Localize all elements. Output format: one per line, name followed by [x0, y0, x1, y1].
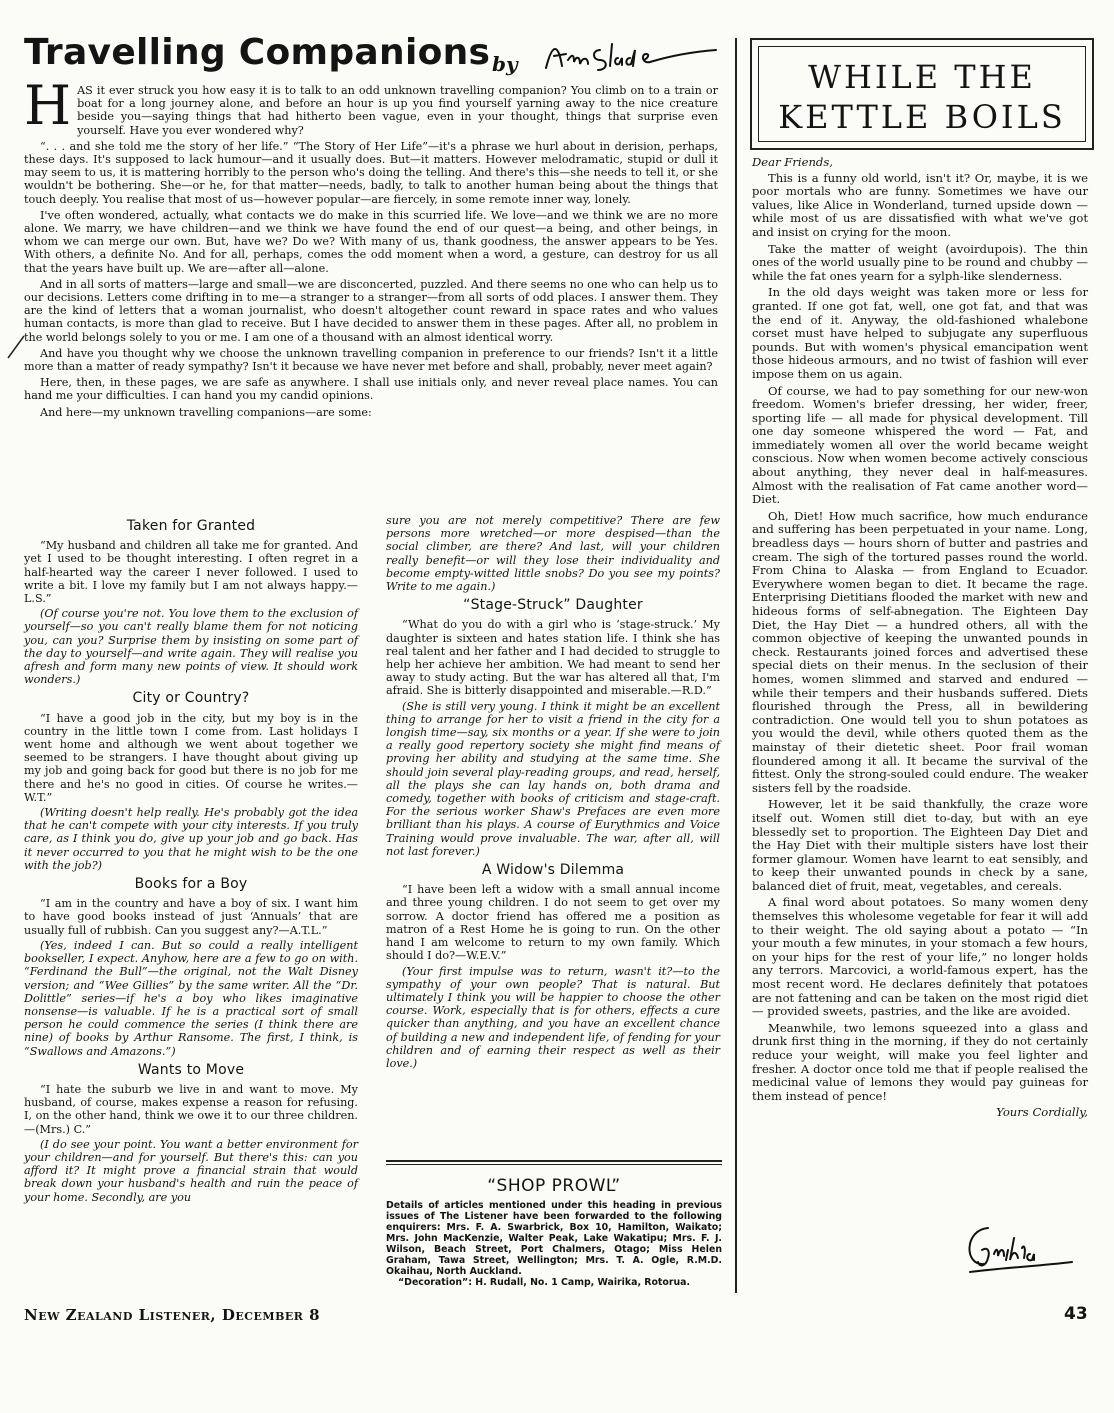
kettle-paragraph: Oh, Diet! How much sacrifice, how much endurance and suffering has been perpetuated in your name. Long, breadless days — hours shorn of butter and pastries and cream. The sigh of the tortured passes round the world. From China to Alaska — from England to Ecuador. Everywhere women began to diet. It became the rage. Enterprising Dietitians flooded the market with new and hideous forms of self-abnegation. The Eighteen Day Diet, the Hay Diet — a hundred others, all with the common objective of keeping the unwanted pounds in check. Restaurants joined forces and advertised these special diets on their menus. In the seclusion of their homes, women slimmed and starved and endured — while their tempers and their husbands suffered. Diets flourished through the Press, all in bewildering contradiction. One would tell you to shun potatoes as you would the devil, while others quoted them as the mainstay of their dietetic sheet. Poor frail woman floundered among it all. It became the survival of the fittest. Only the strong-souled could endure. The weaker sisters fell by the roadside. — [752, 508, 1088, 795]
letter-text: “I am in the country and have a boy of six. I want him to have good books instead of just ‘Annuals’ that are usually full of rubbish. Can you suggest any?—A.T.L.” — [24, 897, 358, 937]
intro-paragraph-4: And in all sorts of matters—large and small—we are disconcerted, puzzled. And there seems no one who can help us to our decisions. Letters come drifting in to me—a stranger to a stranger—from all sorts of odd places. I answer them. They are the kind of letters that a woman journalist, who doesn't altogether count reward in space rates and who values human contacts, is more than glad to receive. But I have decided to answer them in these pages. After all, no problem in the world belongs solely to you or me. I am one of a thousand with an almost identical worry. — [24, 277, 718, 344]
letter-reply: (Of course you're not. You love them to the exclusion of yourself—so you can't really blame them for not noticing you, can you? Surprise them by insisting on some part of the day to yourself—and write again. They will realise you afresh and form many new points of view. It should work wonders.) — [24, 607, 358, 687]
kettle-salutation: Dear Friends, — [752, 155, 833, 169]
cynthia-signature-scribble — [960, 1220, 1080, 1280]
letter-heading: City or Country? — [132, 690, 250, 707]
letter-text: “I hate the suburb we live in and want to move. My husband, of course, makes expense a reason for refusing. I, on the other hand, think we owe it to our three children.—(Mrs.) C.” — [24, 1082, 358, 1136]
kettle-title-box — [750, 38, 1094, 150]
column-divider — [735, 38, 737, 1293]
kettle-title-inner — [758, 46, 1086, 142]
intro-paragraph-7: And here—my unknown travelling companions—are some: — [40, 405, 372, 419]
shop-prowl-title: “SHOP PROWL” — [487, 1176, 621, 1196]
kettle-paragraph: Of course, we had to pay something for our new-won freedom. Women's briefer dressing, her wider, freer, sporting life — all made for physical development. Till one day someone whispered the word — Fat, and immediately women all over the world became weight conscious. Now when women become actively conscious about anything, they never deal in half-measures. Almost with the realisation of Fat came another word—Diet. — [752, 383, 1088, 507]
letter-reply: (Yes, indeed I can. But so could a really intelligent bookseller, I expect. Anyhow, here are a few to go on with. “Ferdinand the Bull”—the original, not the Walt Disney version; and “Wee Gillies” by the same writer. All the “Dr. Dolittle” series—if he's a boy who likes imaginative nonsense—is valuable. If he is a practical sort of small person he could commence the series (I think there are nine) of books by Arthur Ransome. The first, I think, is “Swallows and Amazons.”) — [24, 938, 358, 1058]
kettle-title-line-1: WHILE THE — [808, 58, 1036, 96]
intro-paragraph-1: HAS it ever struck you how easy it is to talk to an odd unknown travelling companion? You climb on to a train or boat for a long journey alone, and before an hour is up you find yourself yarning away to the nice creature beside you—saying things that had hitherto been vague, even in your thought, things that surprise even yourself. Have you ever wondered why? — [24, 74, 718, 137]
letter-text: “What do you do with a girl who is ‘stage-struck.’ My daughter is sixteen and hates station life. I think she has real talent and her father and I had decided to struggle to help her achieve her ambition. We had meant to send her away to study acting. But the war has altered all that, I'm afraid. She is bitterly disappointed and miserable.—R.D.” — [386, 618, 720, 698]
letters-column-left — [24, 514, 358, 1206]
letter-heading: Taken for Granted — [126, 518, 256, 534]
shop-prowl-rule-thin — [386, 1164, 722, 1165]
letter-text: “I have been left a widow with a small annual income and three young children. I do not seem to get over my sorrow. A doctor friend has offered me a position as matron of a Rest Home he is going to run. On the other hand I am welcome to return to my own family. Which should I do?—W.E.V.” — [386, 883, 720, 963]
kettle-paragraph: This is a funny old world, isn't it? Or, maybe, it is we poor mortals who are funny. Sometimes we have our values, like Alice in Wonderland, turned upside down — while most of us are dissatisfied with what we've got and insist on crying for the moon. — [752, 170, 1088, 239]
footer-publication: New Zealand Listener, December 8 — [24, 1306, 321, 1324]
intro-paragraph-3: I've often wondered, actually, what contacts we do make in this scurried life. We love—and we think we are no more alone. We marry, we have children—and we think we have found the end of our quest—a being, and other beings, in whom we can merge our own. But, have we? Do we? With many of us, thank goodness, the answer appears to be Yes. With others, a definite No. And for all, perhaps, comes the odd moment when a word, a gesture, can destroy for us all that the years have built up. We are—after all—alone. — [24, 208, 718, 275]
letter-reply-continued: sure you are not merely competitive? There are few persons more wretched—or more despised—than the social climber, are there? And last, will your children really benefit—or will they lose their individuality and become empty-witted little snobs? Do you see my points? Write to me again.) — [386, 514, 720, 594]
article-title: Travelling Companions — [24, 32, 491, 73]
byline: by — [492, 52, 518, 76]
letter-reply: (She is still very young. I think it might be an excellent thing to arrange for her to visit a friend in the city for a longish time—say, six months or a year. If she were to join a really good repertory society she might find means of proving her ability and studying at the same time. She should join several play-reading groups, and read, herself, all the plays she can lay hands on, both drama and comedy, together with books of criticism and stage-craft. For the serious worker Shaw's Prefaces are even more brilliant than his plays. A course of Eurythmics and Voice Training would prove invaluable. The war, after all, will not last forever.) — [386, 699, 720, 858]
kettle-column — [752, 156, 1088, 1123]
letter-heading: Wants to Move — [137, 1061, 245, 1078]
letter-text: “I have a good job in the city, but my boy is in the country in the little town I come from. Last holidays I went home and although we went about together we seemed to be strangers. I have thought about giving up my job and going back for good but there is no job for me there and he's no good in cities. Of course he writes.—W.T.” — [24, 711, 358, 804]
footer-page-number: 43 — [1064, 1304, 1088, 1324]
shop-prowl-decoration: “Decoration”: H. Rudall, No. 1 Camp, Wairika, Rotorua. — [398, 1277, 691, 1288]
kettle-paragraph: In the old days weight was taken more or less for granted. If one got fat, well, one got fat, and that was the end of it. Anyway, the old-fashioned whalebone corset must have helped to subjugate any superfluous pounds. But with women's physical emancipation went those hideous armours, and no twist of fashion will ever impose them on us again. — [752, 285, 1088, 381]
shop-prowl-details: Details of articles mentioned under this heading in previous issues of The Listener have been forwarded to the following enquirers: Mrs. F. A. Swarbrick, Box 10, Hamilton, Waikato; Mrs. John MacKenzie, Walter Peak, Lake Wakatipu; Mrs. F. J. Wilson, Beach Street, Port Chalmers, Otago; Miss Helen Graham, Tawa Street, Wellington; Mrs. T. A. Ogle, R.M.D. Okaihau, North Auckland. — [386, 1200, 722, 1277]
author-signature-scribble — [540, 36, 720, 76]
letter-heading: “Stage-Struck” Daughter — [463, 597, 643, 614]
author-signature — [540, 36, 720, 80]
drop-cap: H — [24, 74, 72, 137]
letter-reply: (Writing doesn't help really. He's probably got the idea that he can't compete with your city interests. If you truly care, as I think you do, give up your job and go back. Has it never occurred to you that he might wish to be the one with the job?) — [24, 806, 358, 872]
kettle-paragraph: Meanwhile, two lemons squeezed into a glass and drunk first thing in the morning, if they do not certainly reduce your weight, will make you feel lighter and fresher. A doctor once told me that if people realised the medicinal value of lemons they would pay guineas for them instead of pence! — [752, 1020, 1088, 1103]
intro-paragraph-2: “. . . and she told me the story of her life.” “The Story of Her Life”—it's a phrase we hurl about in derision, perhaps, these days. It's supposed to lack humour—and it usually does. But—it matters. However melodramatic, stupid or dull it may seem to us, it is mattering horribly to the person who's doing the telling. And there's this—she needs to tell it, or she wouldn't be bothering. She—or he, for that matter—needs, badly, to talk to another human being about the things that touch deeply. You realise that most of us—however popular—are fiercely, in some remote inner way, lonely. — [24, 139, 718, 206]
kettle-paragraph: However, let it be said thankfully, the craze wore itself out. Women still diet to-day, but with an eye blessedly set to proportion. The Eighteen Day Diet and the Hay Diet with their multiple sisters have lost their former glamour. Women have learnt to eat sensibly, and to keep their unwanted pounds in check by a sane, balanced diet of fruit, meat, vegetables, and cereals. — [752, 797, 1088, 893]
letter-reply: (Your first impulse was to return, wasn't it?—to the sympathy of your own people? That is natural. But ultimately I think you will be happier to choose the other course. Work, especially that is for others, effects a cure quicker than anything, and you have an excellent chance of building a new and independent life, of fending for your children and of earning their respect as well as their love.) — [386, 964, 720, 1070]
intro-paragraph-6: Here, then, in these pages, we are safe as anywhere. I shall use initials only, and never reveal place names. You can hand me your difficulties. I can hand you my candid opinions. — [24, 376, 718, 403]
shop-prowl-box — [386, 1176, 722, 1289]
article-intro — [24, 74, 718, 422]
letter-reply: (I do see your point. You want a better environment for your children—and for yourself. But there's this: can you afford it? It might prove a financial strain that would break down your husband's health and ruin the peace of your home. Secondly, are you — [24, 1137, 358, 1204]
letter-text: “My husband and children all take me for granted. And yet I used to be thought interesting. I often regret in a half-hearted way the career I never followed. I used to write a bit. I love my family but I am not always happy.—L.S.” — [24, 539, 358, 606]
letters-column-middle — [386, 514, 720, 1072]
margin-tick-mark — [6, 332, 26, 362]
cynthia-signature — [960, 1220, 1080, 1284]
kettle-sign-off: Yours Cordially, — [996, 1105, 1088, 1120]
kettle-paragraph: Take the matter of weight (avoirdupois). The thin ones of the world usually pine to be round and chubby — while the fat ones yearn for a sylph-like slenderness. — [752, 241, 1088, 283]
kettle-title-line-2: KETTLE BOILS — [778, 98, 1066, 136]
letter-heading: Books for a Boy — [134, 876, 248, 893]
intro-paragraph-5: And have you thought why we choose the unknown travelling companion in preference to our friends? Isn't it a little more than a matter of ready sympathy? Isn't it because we have never met before and shall, probably, never meet again? — [24, 346, 718, 374]
letter-heading: A Widow's Dilemma — [481, 862, 625, 879]
kettle-paragraph: A final word about potatoes. So many women deny themselves this wholesome vegetable for fear it will add to their weight. The old saying about a potato — “In your mouth a few minutes, in your stomach a few hours, on your hips for the rest of your life,” no longer holds any terrors. Marcovici, a world-famous expert, has the most recent word. He declares definitely that potatoes are not fattening and can be taken on the most rigid diet — provided sweets, pastries, and the like are avoided. — [752, 895, 1088, 1019]
shop-prowl-rule — [386, 1160, 722, 1162]
